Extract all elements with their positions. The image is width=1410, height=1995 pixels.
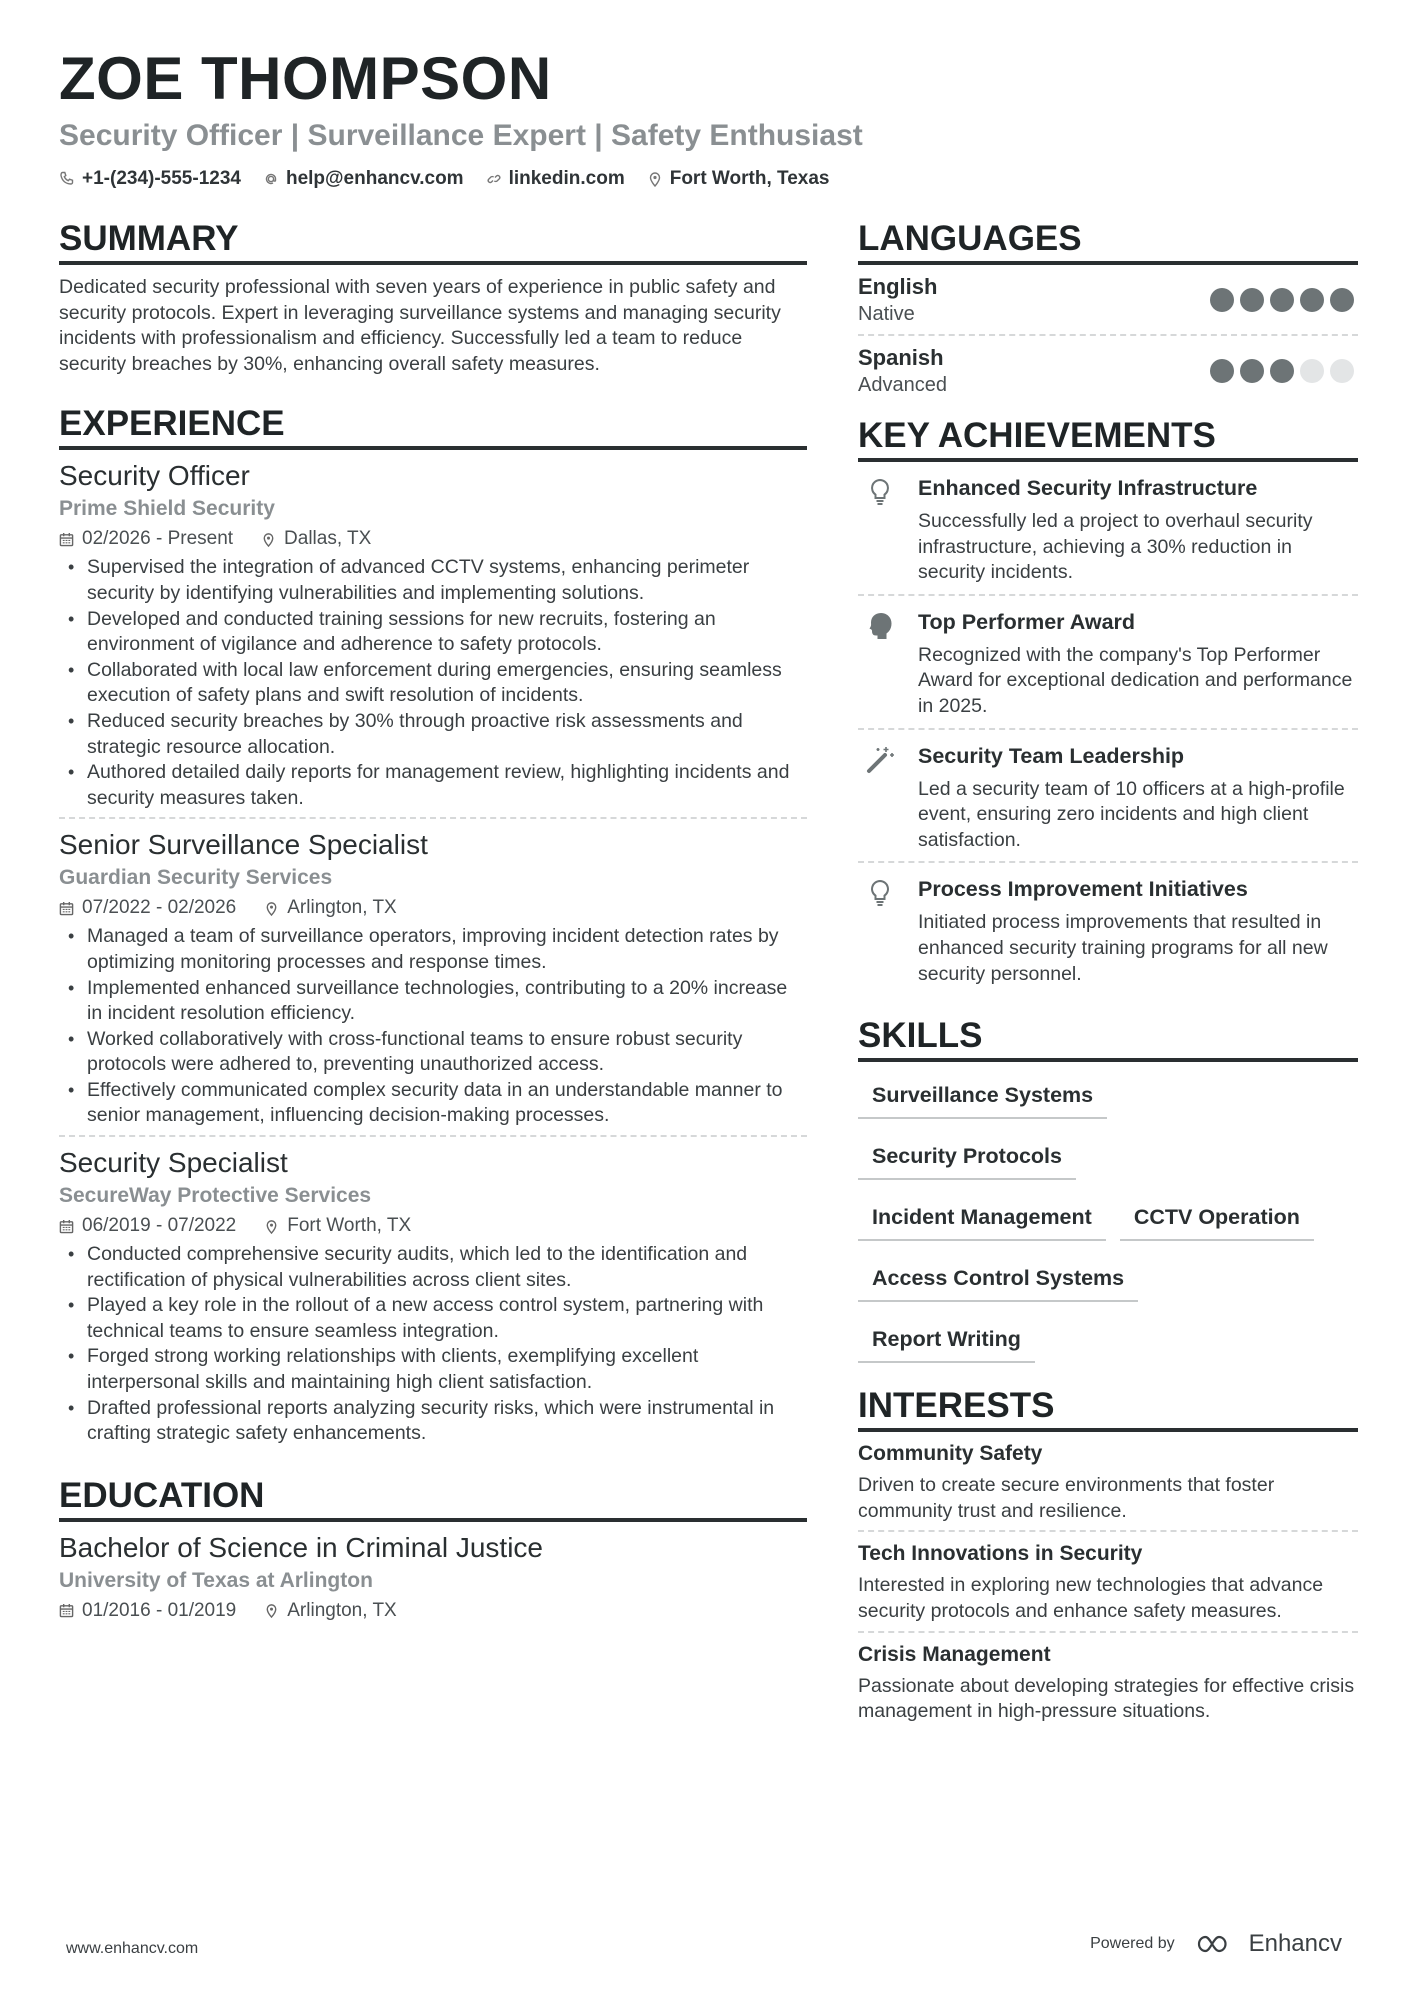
location-icon	[264, 1219, 279, 1234]
job-bullets	[59, 924, 807, 1129]
contact-phone-text: +1-(234)-555-1234	[82, 168, 241, 189]
rating-dot	[1210, 288, 1234, 312]
job-company: SecureWay Protective Services	[59, 1184, 372, 1208]
head-icon	[858, 608, 902, 720]
interest-desc: Passionate about developing strategies for effective crisis management in high-pressure situations.	[858, 1674, 1355, 1723]
right-column	[858, 218, 1358, 1731]
job-bullet: • Played a key role in the rollout of a new access control system, partnering with technical teams to ensure seamless integration.	[59, 1293, 807, 1344]
location-icon	[647, 171, 663, 187]
education-meta	[59, 1598, 807, 1624]
job-bullet: • Implemented enhanced surveillance technologies, contributing to a 20% increase in incident resolution efficiency.	[59, 976, 807, 1027]
job-location-text: Arlington, TX	[287, 897, 397, 919]
experience-heading: EXPERIENCE	[59, 403, 807, 450]
interests-section	[858, 1385, 1358, 1731]
interests-heading: INTERESTS	[858, 1385, 1358, 1432]
experience-section	[59, 403, 807, 1452]
job-bullets	[59, 1242, 807, 1447]
contact-linkedin-text: linkedin.com	[508, 168, 625, 189]
rating-dot	[1330, 288, 1354, 312]
achievement-desc: Recognized with the company's Top Performer Award for exceptional dedication and performance in 2025.	[918, 643, 1353, 717]
job-bullet: • Effectively communicated complex security data in an understandable manner to senior management, influencing decision-making processes.	[59, 1078, 807, 1129]
rating-dot	[1270, 288, 1294, 312]
achievement-title: Process Improvement Initiatives	[918, 877, 1248, 902]
job-entry	[59, 450, 807, 819]
magic-wand-icon	[858, 742, 902, 854]
job-dates	[59, 1213, 236, 1239]
job-dates-text: 07/2022 - 02/2026	[82, 897, 237, 919]
achievement-item	[858, 596, 1358, 730]
education-heading: EDUCATION	[59, 1475, 807, 1522]
skills-heading: SKILLS	[858, 1015, 1358, 1062]
rating-dot	[1330, 359, 1354, 383]
languages-section	[858, 218, 1358, 405]
interest-item	[858, 1633, 1358, 1731]
degree-title: Bachelor of Science in Criminal Justice	[59, 1531, 543, 1563]
achievement-title: Top Performer Award	[918, 609, 1136, 634]
resume-header	[59, 44, 1359, 190]
rating-dot	[1210, 359, 1234, 383]
education-entry	[59, 1522, 807, 1630]
contact-email[interactable]	[263, 168, 464, 190]
achievement-title: Enhanced Security Infrastructure	[918, 476, 1258, 500]
job-dates	[59, 526, 233, 552]
education-section	[59, 1475, 807, 1630]
language-item	[858, 336, 1358, 405]
calendar-icon	[59, 1219, 74, 1234]
contact-email-text: help@enhancv.com	[285, 168, 464, 189]
interest-title: Community Safety	[858, 1442, 1043, 1466]
achievements-section	[858, 415, 1358, 995]
skills-section	[858, 1015, 1358, 1375]
interest-title: Crisis Management	[858, 1642, 1051, 1666]
job-title: Security Officer	[59, 460, 250, 492]
lightbulb-icon	[858, 474, 902, 586]
powered-by-label: Powered by	[1090, 1935, 1175, 1952]
job-bullet: • Drafted professional reports analyzing security risks, which were instrumental in crafting strategic safety enhancements.	[59, 1396, 807, 1447]
language-name: Spanish	[858, 345, 944, 370]
link-icon	[486, 171, 502, 187]
footer-branding	[1090, 1930, 1342, 1958]
interest-desc: Interested in exploring new technologies that advance security protocols and enhance safety measures.	[858, 1574, 1324, 1622]
location-icon	[264, 901, 279, 916]
skill-tag: Surveillance Systems	[858, 1070, 1107, 1119]
rating-dot	[1300, 288, 1324, 312]
job-bullet: • Conducted comprehensive security audits, which led to the identification and rectification of physical vulnerabilities across client sites.	[59, 1242, 807, 1293]
education-location-text: Arlington, TX	[287, 1599, 397, 1621]
school-name: University of Texas at Arlington	[59, 1568, 373, 1592]
skill-tag: CCTV Operation	[1120, 1192, 1314, 1241]
job-dates	[59, 895, 236, 921]
achievements-heading: KEY ACHIEVEMENTS	[858, 415, 1358, 462]
language-name: English	[858, 274, 938, 299]
skill-tag: Report Writing	[858, 1314, 1035, 1363]
interest-title: Tech Innovations in Security	[858, 1542, 1143, 1566]
job-title: Senior Surveillance Specialist	[59, 829, 428, 861]
contact-location	[647, 168, 830, 190]
summary-heading: SUMMARY	[59, 218, 807, 265]
summary-text: Dedicated security professional with seven years of experience in public safety and security protocols. Expert in leveraging surveillance systems and managing security incidents with professionalism and efficiency. Successfully led a team to reduce security breaches by 30%, enhancing overall safety measures.	[59, 276, 781, 375]
contact-bar	[59, 168, 1359, 190]
job-dates-text: 02/2026 - Present	[82, 528, 234, 550]
rating-dot	[1240, 359, 1264, 383]
brand-name: Enhancv	[1248, 1930, 1342, 1957]
job-location	[264, 1213, 411, 1239]
job-title: Security Specialist	[59, 1147, 288, 1179]
candidate-title: Security Officer | Surveillance Expert | Safety Enthusiast	[59, 119, 863, 152]
footer-website[interactable]: www.enhancv.com	[66, 1940, 199, 1957]
job-location-text: Dallas, TX	[284, 528, 372, 550]
interest-desc: Driven to create secure environments that foster community trust and resilience.	[858, 1474, 1275, 1522]
left-column	[59, 218, 807, 1630]
job-dates-text: 06/2019 - 07/2022	[82, 1215, 237, 1237]
skills-list	[858, 1070, 1358, 1375]
lightbulb-icon	[858, 875, 902, 987]
language-level: Native	[858, 303, 915, 325]
job-meta	[59, 526, 807, 552]
education-dates	[59, 1598, 236, 1624]
achievement-desc: Led a security team of 10 officers at a high-profile event, ensuring zero incidents and high client satisfaction.	[918, 777, 1345, 851]
job-location	[261, 526, 371, 552]
job-bullet: • Authored detailed daily reports for management review, highlighting incidents and security measures taken.	[59, 760, 807, 811]
job-bullet: • Reduced security breaches by 30% through proactive risk assessments and strategic resource allocation.	[59, 709, 807, 760]
skill-tag: Security Protocols	[858, 1131, 1076, 1180]
contact-linkedin[interactable]	[486, 168, 625, 190]
at-icon	[263, 171, 279, 187]
job-location	[264, 895, 396, 921]
calendar-icon	[59, 532, 74, 547]
rating-dot	[1300, 359, 1324, 383]
language-rating	[1210, 359, 1354, 383]
language-rating	[1210, 288, 1354, 312]
job-bullet: • Managed a team of surveillance operators, improving incident detection rates by optimizing monitoring processes and response times.	[59, 924, 807, 975]
location-icon	[264, 1603, 279, 1618]
achievement-desc: Successfully led a project to overhaul security infrastructure, achieving a 30% reduction in security incidents.	[918, 510, 1313, 584]
job-bullet: • Collaborated with local law enforcement during emergencies, ensuring seamless execution of safety plans and swift resolution of incidents.	[59, 658, 807, 709]
location-icon	[261, 532, 276, 547]
languages-heading: LANGUAGES	[858, 218, 1358, 265]
job-bullet: • Forged strong working relationships with clients, exemplifying excellent interpersonal skills and maintaining high client satisfaction.	[59, 1344, 807, 1395]
job-entry	[59, 819, 807, 1137]
interest-item	[858, 1432, 1358, 1532]
candidate-name: ZOE THOMPSON	[59, 45, 552, 112]
education-location	[264, 1598, 396, 1624]
job-meta	[59, 895, 807, 921]
job-entry	[59, 1137, 807, 1453]
contact-phone[interactable]	[59, 168, 241, 190]
achievement-item	[858, 863, 1358, 995]
enhancv-logo-icon	[1193, 1931, 1241, 1957]
skill-tag: Incident Management	[858, 1192, 1106, 1241]
language-item	[858, 265, 1358, 336]
contact-location-text: Fort Worth, Texas	[669, 168, 830, 189]
language-level: Advanced	[858, 374, 947, 396]
brand-logo[interactable]	[1193, 1930, 1342, 1958]
interest-item	[858, 1532, 1358, 1632]
achievement-title: Security Team Leadership	[918, 743, 1185, 768]
achievement-desc: Initiated process improvements that resulted in enhanced security training programs for all new security personnel.	[918, 911, 1328, 985]
achievement-item	[858, 462, 1358, 596]
job-bullet: • Developed and conducted training sessions for new recruits, fostering an environment of vigilance and adherence to safety protocols.	[59, 607, 807, 658]
job-meta	[59, 1213, 807, 1239]
job-bullet: • Worked collaboratively with cross-functional teams to ensure robust security protocols were adhered to, preventing unauthorized access.	[59, 1027, 807, 1078]
achievement-item	[858, 730, 1358, 864]
rating-dot	[1270, 359, 1294, 383]
skill-tag: Access Control Systems	[858, 1253, 1138, 1302]
job-company: Guardian Security Services	[59, 866, 333, 890]
job-company: Prime Shield Security	[59, 497, 275, 521]
education-dates-text: 01/2016 - 01/2019	[82, 1599, 237, 1621]
phone-icon	[59, 171, 75, 187]
job-bullets	[59, 555, 807, 811]
job-location-text: Fort Worth, TX	[287, 1215, 412, 1237]
calendar-icon	[59, 1603, 74, 1618]
rating-dot	[1240, 288, 1264, 312]
summary-section	[59, 218, 807, 377]
calendar-icon	[59, 901, 74, 916]
job-bullet: • Supervised the integration of advanced CCTV systems, enhancing perimeter security by identifying vulnerabilities and implementing solutions.	[59, 555, 807, 606]
